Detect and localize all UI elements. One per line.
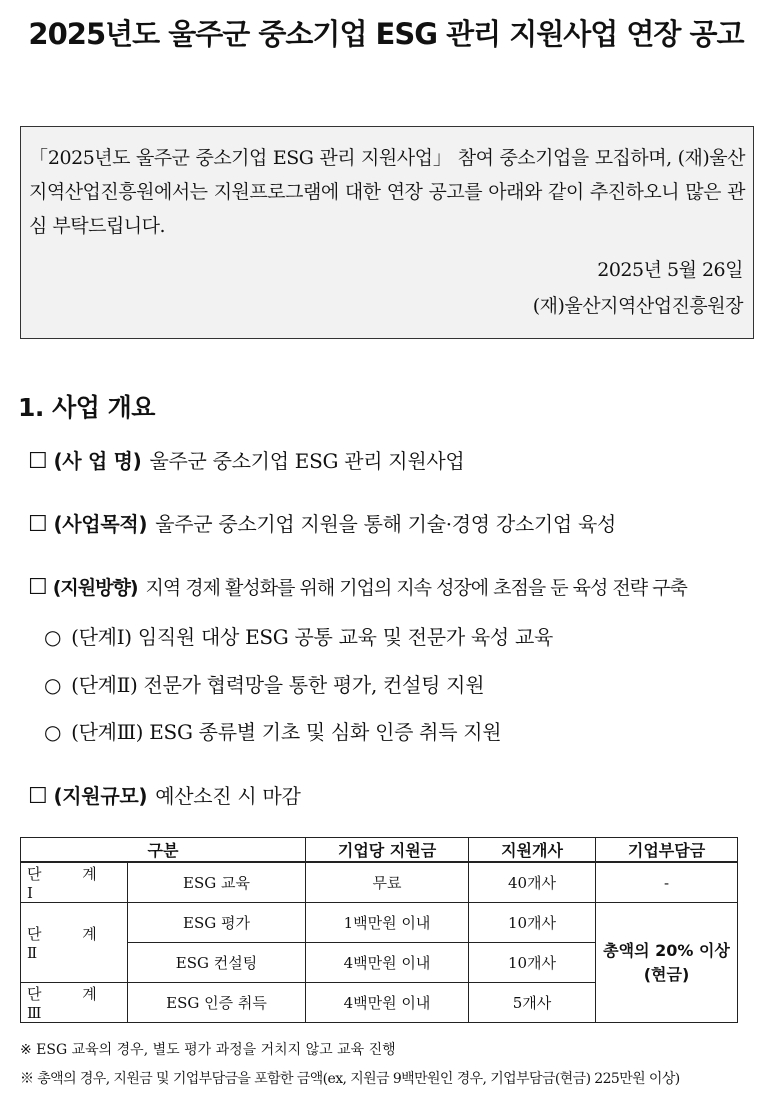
checkbox-square-icon: ☐ bbox=[28, 449, 48, 474]
cell-burden: - bbox=[596, 862, 738, 903]
cell-count: 10개사 bbox=[469, 943, 596, 983]
cell-amount: 4백만원 이내 bbox=[306, 943, 469, 983]
notice-organization: (재)울산지역산업진흥원장 bbox=[532, 295, 743, 317]
header-category: 구분 bbox=[21, 838, 306, 863]
cell-stage: 단 계 Ⅰ bbox=[21, 862, 128, 903]
cell-stage: 단 계 Ⅲ bbox=[21, 983, 128, 1023]
burden-line-2: (현금) bbox=[643, 964, 690, 984]
footnote-1: ※ ESG 교육의 경우, 별도 평가 과정을 거치지 않고 교육 진행 bbox=[20, 1042, 396, 1058]
support-table bbox=[20, 837, 738, 1023]
cell-amount: 무료 bbox=[306, 862, 469, 903]
checkbox-square-icon: ☐ bbox=[28, 512, 48, 537]
step-3 bbox=[44, 716, 501, 745]
header-count: 지원개사 bbox=[469, 838, 596, 863]
page-title: 2025년도 울주군 중소기업 ESG 관리 지원사업 연장 공고 bbox=[28, 17, 744, 51]
item-label: (지원방향) bbox=[52, 577, 138, 599]
cell-count: 10개사 bbox=[469, 903, 596, 943]
cell-item: ESG 교육 bbox=[128, 862, 306, 903]
header-amount: 기업당 지원금 bbox=[306, 838, 469, 863]
item-text: 울주군 중소기업 지원을 통해 기술·경영 강소기업 육성 bbox=[155, 512, 617, 536]
notice-box bbox=[20, 126, 754, 339]
circle-bullet-icon: ○ bbox=[44, 673, 62, 697]
notice-body: 「2025년도 울주군 중소기업 ESG 관리 지원사업」 참여 중소기업을 모집하며, (재)울산지역산업진흥원에서는 지원프로그램에 대한 연장 공고를 아래와 같이 추진하오니 많은 관심 부탁드립니다. bbox=[29, 147, 745, 237]
checkbox-square-icon: ☐ bbox=[28, 575, 47, 600]
header-burden: 기업부담금 bbox=[596, 838, 738, 863]
item-label: (사 업 명) bbox=[53, 449, 142, 473]
table-header-row bbox=[21, 838, 738, 863]
step-2 bbox=[44, 669, 484, 698]
item-project-purpose bbox=[28, 508, 616, 537]
section-heading: 1. 사업 개요 bbox=[18, 393, 155, 422]
item-text: 지역 경제 활성화를 위해 기업의 지속 성장에 초점을 둔 육성 전략 구축 bbox=[145, 577, 687, 599]
cell-count: 40개사 bbox=[469, 862, 596, 903]
item-text: 울주군 중소기업 ESG 관리 지원사업 bbox=[149, 449, 465, 473]
checkbox-square-icon: ☐ bbox=[28, 784, 48, 809]
cell-amount: 1백만원 이내 bbox=[306, 903, 469, 943]
item-label: (지원규모) bbox=[53, 784, 148, 808]
item-text: 예산소진 시 마감 bbox=[155, 784, 301, 808]
item-project-name bbox=[28, 445, 464, 474]
cell-item: ESG 컨설팅 bbox=[128, 943, 306, 983]
cell-item: ESG 인증 취득 bbox=[128, 983, 306, 1023]
step-1 bbox=[44, 621, 553, 650]
burden-line-1: 총액의 20% 이상 bbox=[603, 940, 730, 960]
item-support-direction bbox=[28, 573, 687, 600]
item-label: (사업목적) bbox=[53, 512, 148, 536]
cell-amount: 4백만원 이내 bbox=[306, 983, 469, 1023]
notice-date: 2025년 5월 26일 bbox=[597, 259, 743, 281]
step-text: (단계Ⅰ) 임직원 대상 ESG 공통 교육 및 전문가 육성 교육 bbox=[71, 625, 554, 649]
item-support-scale bbox=[28, 780, 300, 809]
table-row bbox=[21, 903, 738, 943]
step-text: (단계Ⅲ) ESG 종류별 기초 및 심화 인증 취득 지원 bbox=[71, 720, 502, 744]
circle-bullet-icon: ○ bbox=[44, 625, 62, 649]
cell-stage: 단 계 Ⅱ bbox=[21, 903, 128, 983]
cell-count: 5개사 bbox=[469, 983, 596, 1023]
step-text: (단계Ⅱ) 전문가 협력망을 통한 평가, 컨설팅 지원 bbox=[71, 673, 485, 697]
footnote-2: ※ 총액의 경우, 지원금 및 기업부담금을 포함한 금액(ex, 지원금 9백만원인 경우, 기업부담금(현금) 225만원 이상) bbox=[20, 1071, 680, 1087]
cell-item: ESG 평가 bbox=[128, 903, 306, 943]
table-row bbox=[21, 862, 738, 903]
cell-burden-shared bbox=[596, 903, 738, 1023]
circle-bullet-icon: ○ bbox=[44, 720, 62, 744]
